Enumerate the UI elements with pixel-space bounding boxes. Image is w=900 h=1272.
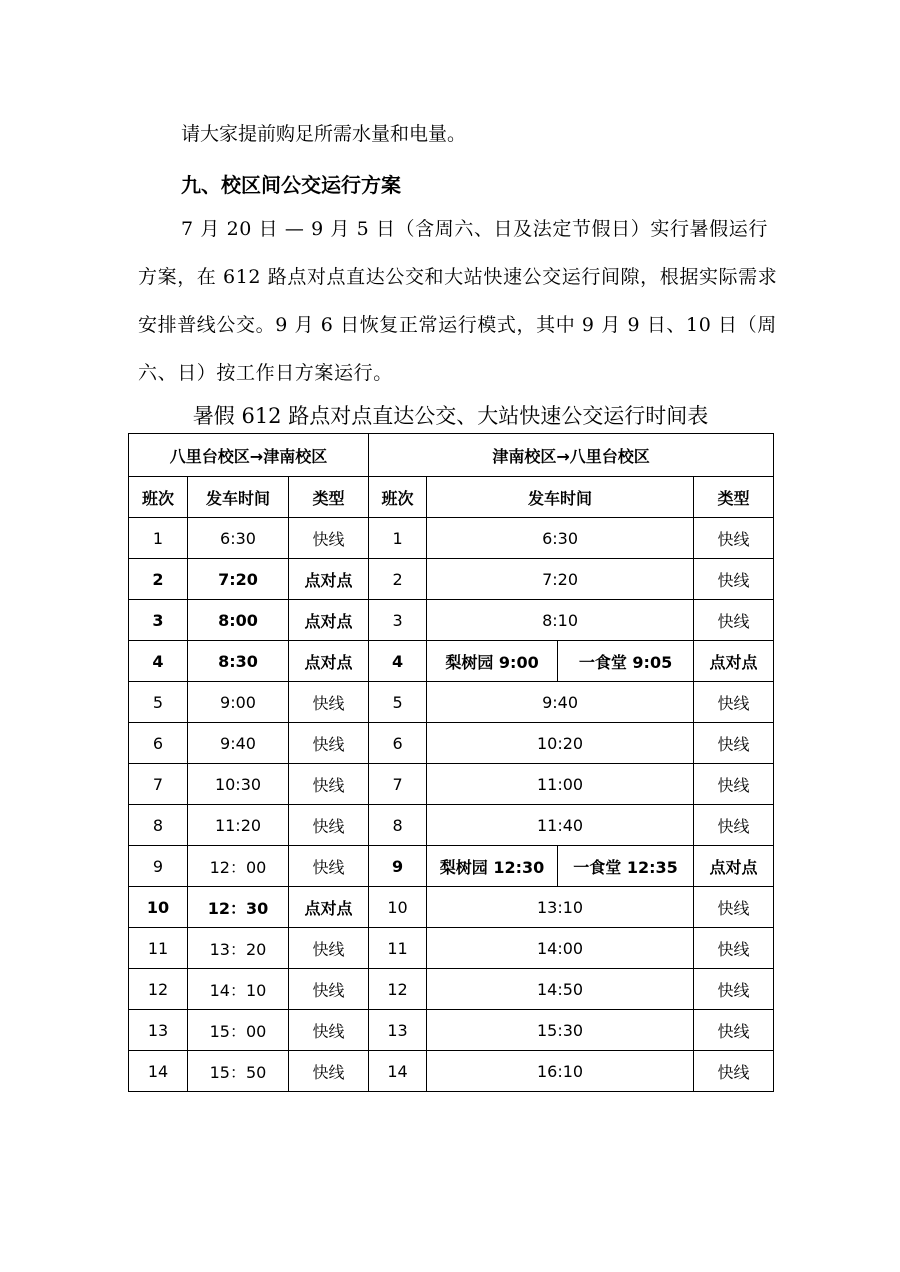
right-time-cell: 6:30	[427, 518, 694, 559]
left-trip-cell: 1	[129, 518, 188, 559]
left-type-cell: 快线	[289, 1051, 369, 1092]
table-row	[129, 723, 774, 764]
left-trip-cell: 10	[129, 887, 188, 928]
right-time-cell: 14:00	[427, 928, 694, 969]
right-type-cell: 快线	[694, 969, 774, 1010]
left-type-cell: 点对点	[289, 641, 369, 682]
table-title: 暑假 612 路点对点直达公交、大站快速公交运行时间表	[192, 404, 709, 428]
left-trip-cell: 6	[129, 723, 188, 764]
right-type-cell: 快线	[694, 1051, 774, 1092]
left-time-cell: 11:20	[188, 805, 289, 846]
right-trip-cell: 1	[369, 518, 427, 559]
left-trip-cell: 12	[129, 969, 188, 1010]
right-type-cell: 快线	[694, 518, 774, 559]
table-row	[129, 682, 774, 723]
table-row	[129, 805, 774, 846]
right-type-cell: 快线	[694, 1010, 774, 1051]
right-trip-cell: 8	[369, 805, 427, 846]
right-time-cell: 13:10	[427, 887, 694, 928]
left-time-cell: 14：10	[188, 969, 289, 1010]
left-trip-cell: 14	[129, 1051, 188, 1092]
left-time-cell: 9:40	[188, 723, 289, 764]
table-row	[129, 1051, 774, 1092]
right-trip-cell: 6	[369, 723, 427, 764]
intro-line: 请大家提前购足所需水量和电量。	[181, 123, 467, 145]
right-trip-cell: 14	[369, 1051, 427, 1092]
left-type-cell: 快线	[289, 682, 369, 723]
left-trip-cell: 3	[129, 600, 188, 641]
left-trip-cell: 13	[129, 1010, 188, 1051]
table-row	[129, 559, 774, 600]
table-row	[129, 969, 774, 1010]
right-trip-cell: 13	[369, 1010, 427, 1051]
right-type-cell: 快线	[694, 764, 774, 805]
left-time-cell: 12：30	[188, 887, 289, 928]
left-trip-cell: 7	[129, 764, 188, 805]
right-time-cell: 7:20	[427, 559, 694, 600]
group-header-row	[129, 434, 774, 477]
right-type-cell: 快线	[694, 723, 774, 764]
left-time-cell: 8:30	[188, 641, 289, 682]
left-type-cell: 快线	[289, 846, 369, 887]
left-trip-cell: 4	[129, 641, 188, 682]
left-type-cell: 快线	[289, 805, 369, 846]
right-time-stop-b-cell: 一食堂 12:35	[558, 846, 694, 887]
left-type-cell: 快线	[289, 723, 369, 764]
left-time-cell: 15：50	[188, 1051, 289, 1092]
left-type-cell: 点对点	[289, 559, 369, 600]
left-type-cell: 快线	[289, 969, 369, 1010]
right-group-header: 津南校区→八里台校区	[369, 434, 774, 477]
right-time-cell: 8:10	[427, 600, 694, 641]
table-row	[129, 764, 774, 805]
table-row	[129, 1010, 774, 1051]
right-type-header: 类型	[694, 477, 774, 518]
left-type-cell: 快线	[289, 928, 369, 969]
right-type-cell: 快线	[694, 559, 774, 600]
left-trip-header: 班次	[129, 477, 188, 518]
left-trip-cell: 8	[129, 805, 188, 846]
right-time-header: 发车时间	[427, 477, 694, 518]
table-row	[129, 928, 774, 969]
left-type-cell: 快线	[289, 518, 369, 559]
left-group-header: 八里台校区→津南校区	[129, 434, 369, 477]
left-type-cell: 点对点	[289, 887, 369, 928]
section-heading: 九、校区间公交运行方案	[181, 173, 401, 197]
body-paragraph: 7 月 20 日 — 9 月 5 日（含周六、日及法定节假日）实行暑假运行方案，在 612 路点对点直达公交和大站快速公交运行间隙，根据实际需求安排普线公交。9 月 6 日恢复正常运行模式，其中 9 月 9 日、10 日（周六、日）按工作日方案运行。	[138, 218, 778, 384]
left-trip-cell: 9	[129, 846, 188, 887]
right-trip-cell: 4	[369, 641, 427, 682]
right-trip-cell: 3	[369, 600, 427, 641]
table-row	[129, 641, 774, 682]
right-time-stop-a-cell: 梨树园 12:30	[427, 846, 558, 887]
left-time-cell: 13：20	[188, 928, 289, 969]
left-time-cell: 9:00	[188, 682, 289, 723]
left-time-cell: 6:30	[188, 518, 289, 559]
right-trip-cell: 5	[369, 682, 427, 723]
right-type-cell: 点对点	[694, 641, 774, 682]
right-time-cell: 10:20	[427, 723, 694, 764]
table-row	[129, 600, 774, 641]
right-type-cell: 点对点	[694, 846, 774, 887]
right-type-cell: 快线	[694, 805, 774, 846]
left-type-cell: 快线	[289, 764, 369, 805]
right-time-stop-a-cell: 梨树园 9:00	[427, 641, 558, 682]
right-trip-cell: 9	[369, 846, 427, 887]
left-time-header: 发车时间	[188, 477, 289, 518]
left-time-cell: 8:00	[188, 600, 289, 641]
right-time-cell: 9:40	[427, 682, 694, 723]
right-type-cell: 快线	[694, 928, 774, 969]
right-trip-cell: 7	[369, 764, 427, 805]
table-row	[129, 887, 774, 928]
right-trip-cell: 10	[369, 887, 427, 928]
right-type-cell: 快线	[694, 887, 774, 928]
right-type-cell: 快线	[694, 682, 774, 723]
left-trip-cell: 11	[129, 928, 188, 969]
left-trip-cell: 5	[129, 682, 188, 723]
left-time-cell: 12：00	[188, 846, 289, 887]
right-time-stop-b-cell: 一食堂 9:05	[558, 641, 694, 682]
right-type-cell: 快线	[694, 600, 774, 641]
right-time-cell: 16:10	[427, 1051, 694, 1092]
right-trip-header: 班次	[369, 477, 427, 518]
table-row	[129, 846, 774, 887]
right-time-cell: 14:50	[427, 969, 694, 1010]
left-type-cell: 快线	[289, 1010, 369, 1051]
schedule-table	[128, 433, 774, 1092]
left-time-cell: 7:20	[188, 559, 289, 600]
left-time-cell: 10:30	[188, 764, 289, 805]
right-trip-cell: 11	[369, 928, 427, 969]
left-trip-cell: 2	[129, 559, 188, 600]
left-type-cell: 点对点	[289, 600, 369, 641]
right-time-cell: 15:30	[427, 1010, 694, 1051]
right-trip-cell: 2	[369, 559, 427, 600]
column-header-row	[129, 477, 774, 518]
left-type-header: 类型	[289, 477, 369, 518]
right-time-cell: 11:40	[427, 805, 694, 846]
table-row	[129, 518, 774, 559]
right-time-cell: 11:00	[427, 764, 694, 805]
left-time-cell: 15：00	[188, 1010, 289, 1051]
right-trip-cell: 12	[369, 969, 427, 1010]
